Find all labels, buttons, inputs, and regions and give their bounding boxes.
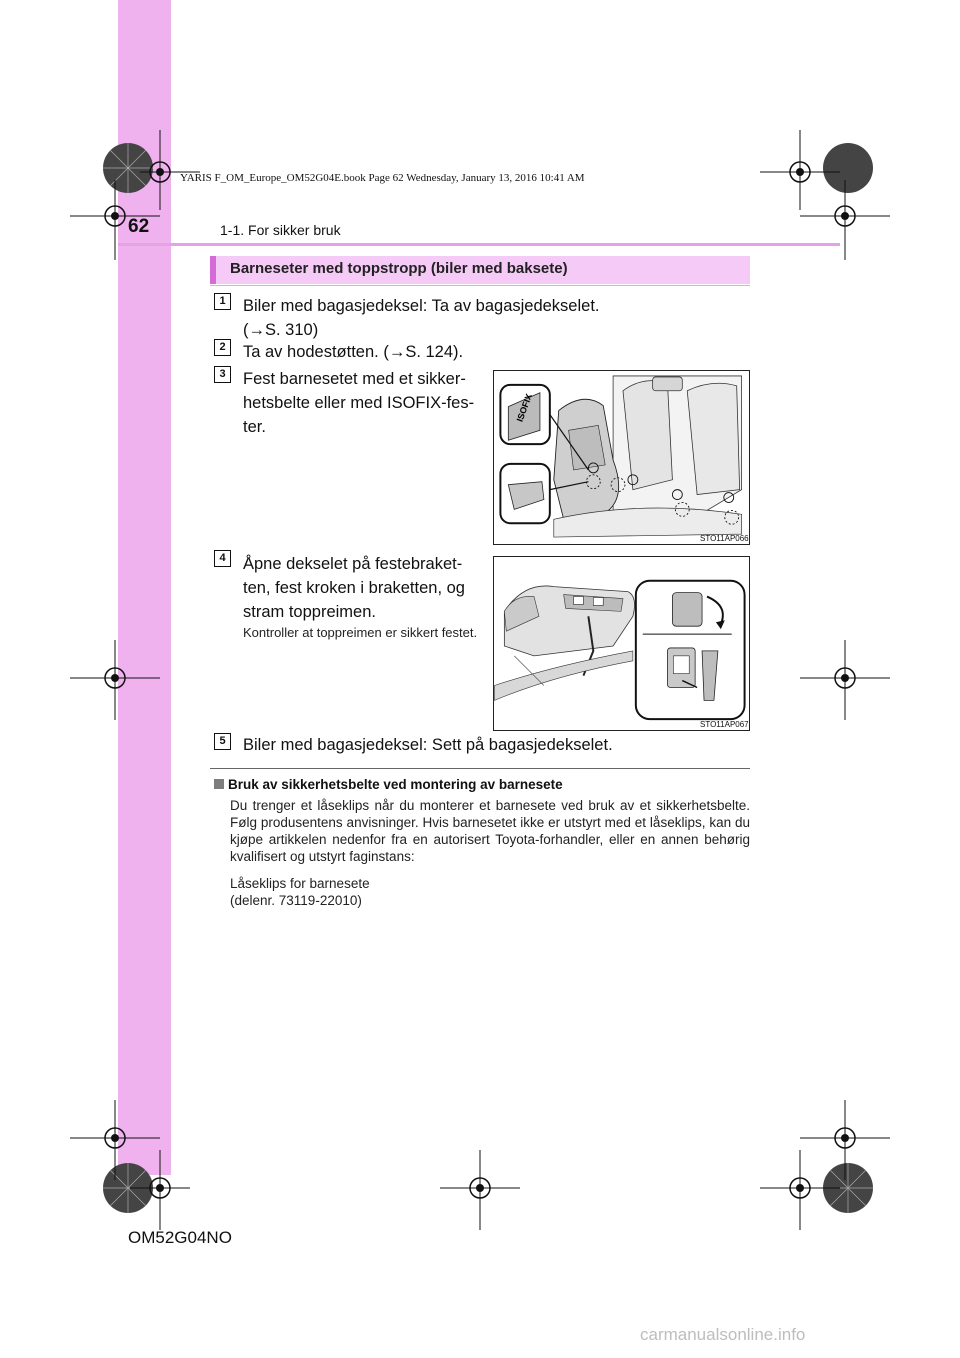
step-4-text: Åpne dekselet på festebraket- ten, fest kroken i braketten, og stram toppreimen. — [243, 555, 465, 621]
step-number-badge: 4 — [214, 550, 231, 567]
step-number-badge: 5 — [214, 733, 231, 750]
footer-code: OM52G04NO — [128, 1228, 232, 1247]
step-1-text: Biler med bagasjedeksel: Ta av bagasjedekselet. (→S. 310) — [243, 297, 600, 339]
crosshair-mark-icon — [130, 1150, 190, 1230]
crosshair-mark-icon — [800, 180, 890, 260]
section-heading: Barneseter med toppstropp (biler med baksete) — [230, 260, 568, 277]
crosshair-mark-icon — [800, 640, 890, 720]
step-number-badge: 1 — [214, 293, 231, 310]
crosshair-mark-icon — [70, 640, 160, 720]
note-rule — [210, 768, 750, 769]
figure-code: STO11AP066 — [700, 534, 749, 543]
print-info: YARIS F_OM_Europe_OM52G04E.book Page 62 Wednesday, January 13, 2016 10:41 AM — [180, 172, 585, 184]
heading-underline — [210, 285, 750, 286]
step-number-badge: 3 — [214, 366, 231, 383]
step-number-badge: 2 — [214, 339, 231, 356]
step-3-text: Fest barnesetet med et sikker- hetsbelte eller med ISOFIX-fes- ter. — [243, 370, 475, 436]
step-4-note: Kontroller at toppreimen er sikkert festet. — [243, 625, 478, 640]
isofix-figure — [493, 370, 750, 545]
header-rule — [118, 243, 840, 246]
top-tether-figure — [493, 556, 750, 731]
note-part-label: Låseklips for barnesete (delenr. 73119-22010) — [230, 876, 370, 908]
note-body: Du trenger et låseklips når du monterer et barnesete ved bruk av et sikkerhetsbelte. Følg produsentens anvisninger. Hvis barnesetet ikke er utstyrt med et låseklips, kan du kjøpe artikkelen nedenfor fra en autorisert Toyota-forhandler, eller en annen behørig kvalifisert og utstyrt faginstans: — [230, 798, 750, 864]
bullet-square-icon — [214, 779, 224, 789]
section-title: 1-1. For sikker bruk — [220, 222, 341, 238]
section-heading-bar — [210, 256, 750, 284]
isofix-label: ISOFIX — [514, 392, 534, 424]
step-2-text: Ta av hodestøtten. (→S. 124). — [243, 343, 464, 361]
rear-seat-isofix-illustration-icon — [494, 371, 749, 544]
top-tether-bracket-illustration-icon — [494, 557, 749, 730]
crosshair-mark-icon — [760, 1150, 840, 1230]
crosshair-mark-icon — [440, 1150, 520, 1230]
figure-code: STO11AP067 — [700, 720, 749, 729]
page-number: 62 — [128, 216, 150, 237]
note-heading: Bruk av sikkerhetsbelte ved montering av barnesete — [214, 777, 563, 792]
step-5-text: Biler med bagasjedeksel: Sett på bagasjedekselet. — [243, 736, 613, 754]
site-watermark: carmanualsonline.info — [640, 1325, 806, 1344]
